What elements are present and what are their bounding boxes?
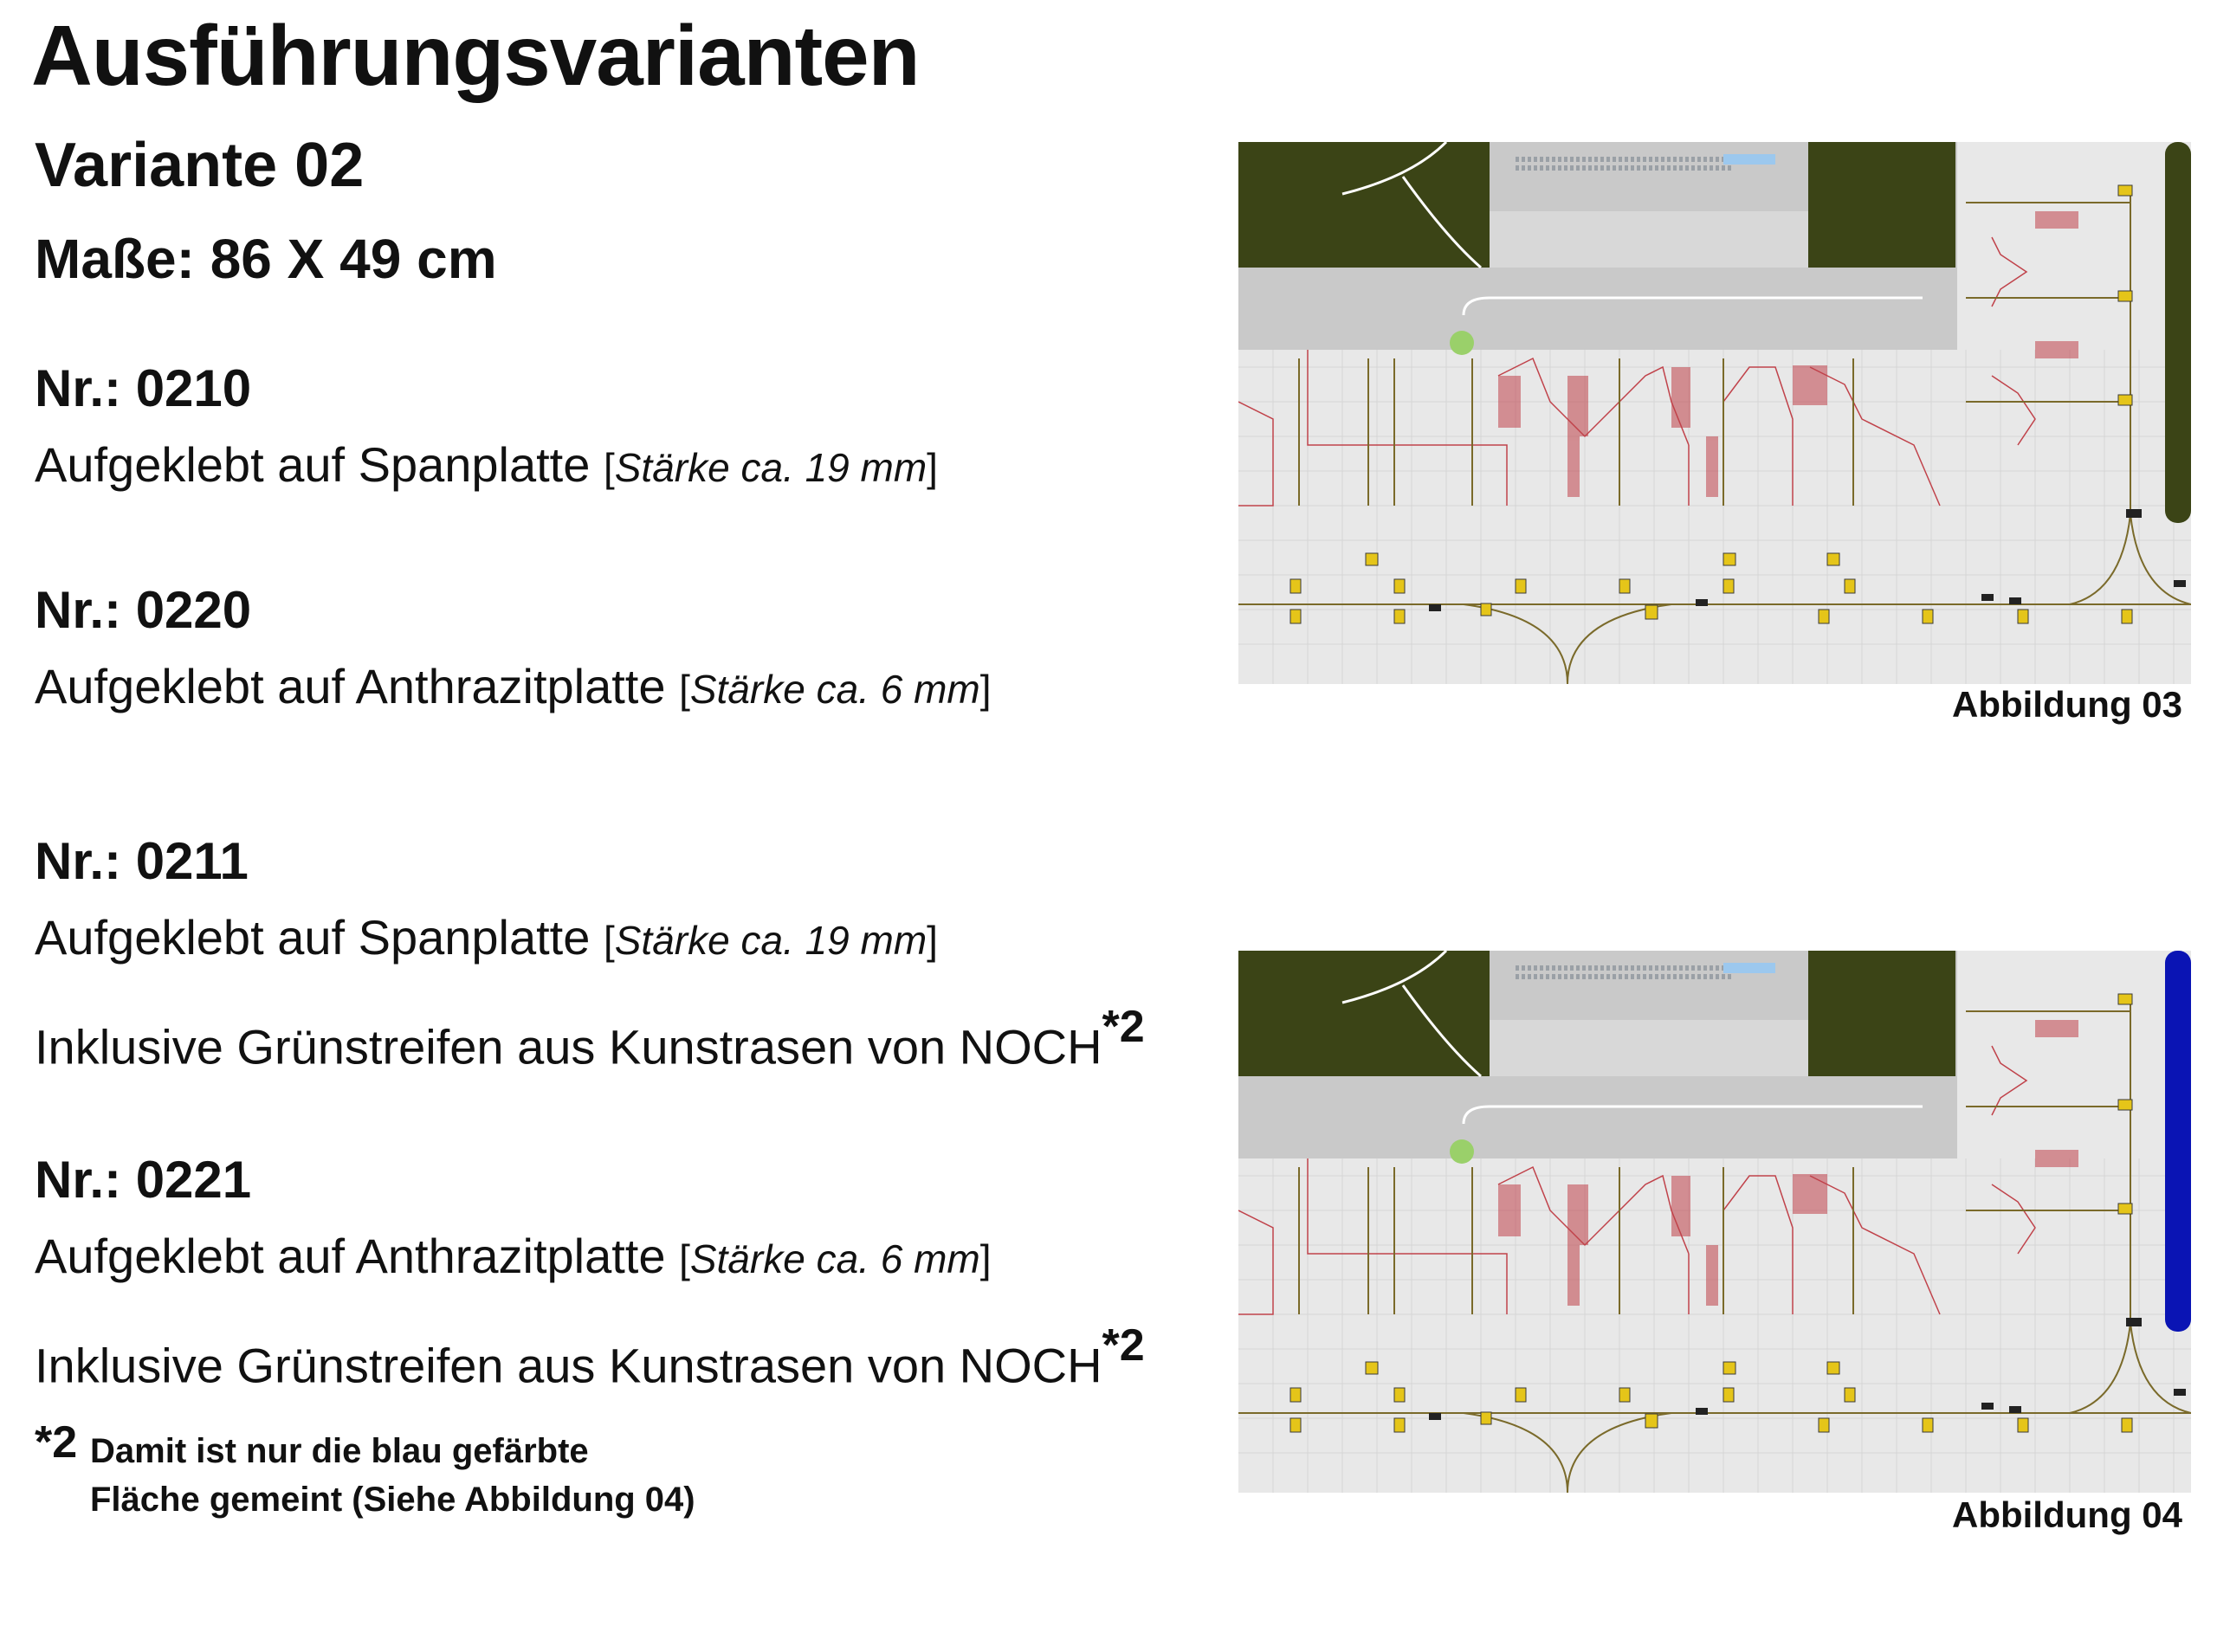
figure-caption: Abbildung 04 (1952, 1494, 2182, 1535)
item-spec: [Stärke ca. 6 mm] (679, 667, 992, 712)
item-extra (35, 1002, 1145, 1075)
variant-heading: Variante 02 (35, 131, 365, 200)
footnote-ref: *2 (1102, 1002, 1145, 1052)
item-description (35, 658, 992, 714)
item-desc-text: Aufgeklebt auf Anthrazitplatte (35, 659, 666, 713)
airport-apron-figure (1238, 142, 2191, 684)
item-extra-text: Inklusive Grünstreifen aus Kunstrasen von NOCH (35, 1338, 1102, 1393)
item-desc-text: Aufgeklebt auf Spanplatte (35, 910, 591, 965)
highlighted-area (2165, 951, 2191, 1332)
item-desc-text: Aufgeklebt auf Spanplatte (35, 437, 591, 492)
footnote-line: Fläche gemeint (Siehe Abbildung 04) (90, 1481, 695, 1519)
item-extra-text: Inklusive Grünstreifen aus Kunstrasen von NOCH (35, 1019, 1102, 1074)
dimensions-heading: Maße: 86 X 49 cm (35, 228, 497, 290)
item-number: Nr.: 0211 (35, 832, 249, 890)
footnote (90, 1427, 695, 1524)
footnote-mark: *2 (35, 1417, 78, 1468)
item-spec: [Stärke ca. 6 mm] (679, 1236, 992, 1281)
item-description (35, 1228, 992, 1284)
figure-caption: Abbildung 03 (1952, 684, 2182, 725)
footnote-ref: *2 (1102, 1320, 1145, 1371)
item-description (35, 436, 938, 493)
footnote-line: Damit ist nur die blau gefärbte (90, 1432, 589, 1470)
item-description (35, 909, 938, 965)
item-spec: [Stärke ca. 19 mm] (603, 445, 938, 490)
item-spec: [Stärke ca. 19 mm] (603, 918, 938, 963)
page-title: Ausführungsvarianten (31, 8, 920, 103)
item-number: Nr.: 0221 (35, 1151, 252, 1209)
item-desc-text: Aufgeklebt auf Anthrazitplatte (35, 1229, 666, 1283)
item-number: Nr.: 0210 (35, 359, 252, 417)
airport-apron-figure (1238, 951, 2191, 1493)
item-number: Nr.: 0220 (35, 581, 252, 639)
item-extra (35, 1320, 1145, 1394)
